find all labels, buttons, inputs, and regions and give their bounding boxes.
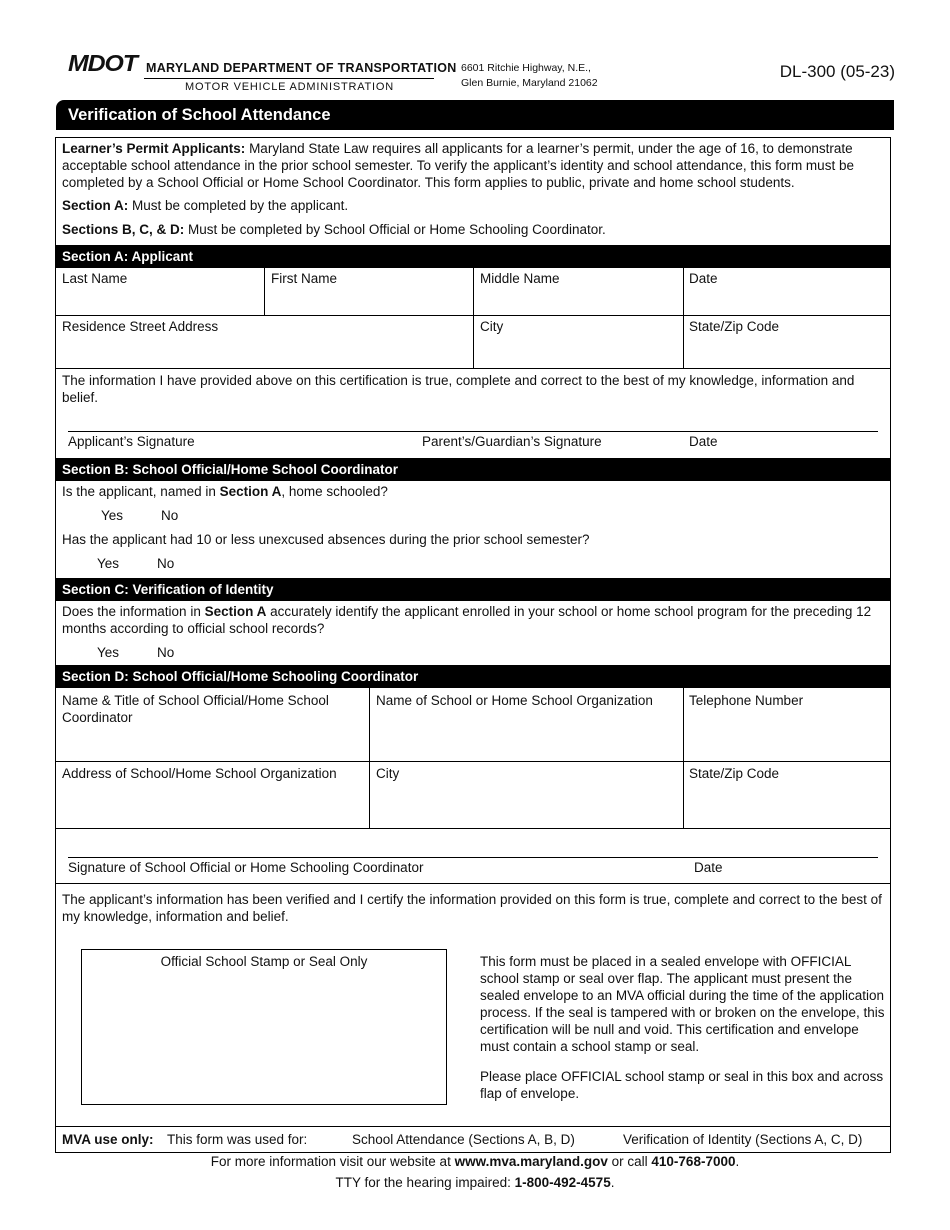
stamp-label: Official School Stamp or Seal Only <box>160 954 368 969</box>
identity-question <box>62 603 888 637</box>
department-name: MARYLAND DEPARTMENT OF TRANSPORTATION <box>146 61 457 75</box>
divider <box>56 761 891 762</box>
identity-no-option[interactable]: No <box>157 645 175 660</box>
divider <box>264 268 265 316</box>
administration-name: MOTOR VEHICLE ADMINISTRATION <box>185 81 395 93</box>
section-b-heading: Section B: School Official/Home School Coordinator <box>56 458 891 481</box>
signature-line[interactable] <box>68 431 878 432</box>
divider <box>369 688 370 829</box>
school-name-field[interactable]: Name of School or Home School Organization <box>376 693 653 708</box>
envelope-notice <box>480 953 890 1115</box>
form-title: Verification of School Attendance <box>56 100 894 130</box>
signature-date-label: Date <box>689 434 718 449</box>
tty-number[interactable]: 1-800-492-4575 <box>514 1175 611 1190</box>
identity-q-text-end: accurately identify the applicant enrolled in your school or home school program for the preceding 12 months according to official school records? <box>62 604 872 636</box>
section-a-note-text: Must be completed by the applicant. <box>128 198 349 213</box>
applicant-certification: The information I have provided above on this certification is true, complete and correct to the best of my knowledge, information and belief. <box>62 373 855 405</box>
home-schooled-no-option[interactable]: No <box>161 508 179 523</box>
address-line-1: 6601 Ritchie Highway, N.E., <box>461 62 591 74</box>
sections-bcd-note-text: Must be completed by School Official or Home Schooling Coordinator. <box>184 222 606 237</box>
official-signature-date-label: Date <box>694 860 723 875</box>
street-address-field[interactable]: Residence Street Address <box>62 319 219 334</box>
logo-wordmark: MDOT <box>68 50 137 76</box>
last-name-field[interactable]: Last Name <box>62 271 128 286</box>
q1-text-end: , home schooled? <box>281 484 388 499</box>
applicant-signature-label: Applicant’s Signature <box>68 434 195 449</box>
q1-text: Is the applicant, named in <box>62 484 220 499</box>
home-schooled-yes-option[interactable]: Yes <box>101 508 124 523</box>
sections-bcd-note-bold: Sections B, C, & D: <box>62 222 185 237</box>
website-link[interactable]: www.mva.maryland.gov <box>454 1154 608 1169</box>
intro-lead-bold: Learner’s Permit Applicants: <box>62 141 246 156</box>
divider <box>56 315 891 316</box>
stamp-box[interactable] <box>81 949 447 1105</box>
divider <box>473 268 474 369</box>
notice-paragraph-2: Please place OFFICIAL school stamp or seal in this box and across flap of envelope. <box>480 1069 884 1101</box>
date-field[interactable]: Date <box>689 271 718 286</box>
city-field[interactable]: City <box>480 319 504 334</box>
footer-text: . <box>610 1175 615 1190</box>
intro-lead-text: Maryland State Law requires all applicants for a learner’s permit, under the age of 16, to demonstrate acceptable school attendance in the prior school semester. To verify the applicant’s identity and school attendance, this form must be completed by a School Official or Home School Coordinator. This form applies to public, private and home school students. <box>62 141 854 190</box>
sections-bcd-note <box>62 221 606 238</box>
footer-text: For more information visit our website at <box>210 1154 455 1169</box>
school-state-zip-field[interactable]: State/Zip Code <box>689 766 780 781</box>
school-city-field[interactable]: City <box>376 766 400 781</box>
absences-no-option[interactable]: No <box>157 556 175 571</box>
middle-name-field[interactable]: Middle Name <box>480 271 560 286</box>
intro-paragraph <box>62 140 888 191</box>
divider <box>56 883 891 884</box>
official-signature-line[interactable] <box>68 857 878 858</box>
section-d-heading: Section D: School Official/Home Schooling Coordinator <box>56 665 891 688</box>
mdot-logo <box>68 50 457 98</box>
footer-text: . <box>735 1154 740 1169</box>
address-line-2: Glen Burnie, Maryland 21062 <box>461 77 598 89</box>
q1-bold: Section A <box>219 484 282 499</box>
guardian-signature-label: Parent’s/Guardian’s Signature <box>422 434 602 449</box>
identity-yes-option[interactable]: Yes <box>97 645 120 660</box>
notice-paragraph-1: This form must be placed in a sealed envelope with OFFICIAL school stamp or seal over flap. The applicant must present the sealed envelope to an MVA official during the time of the application process. If the seal is tampered with or broken on the envelope, this certification will be null and void. This certification and envelope must contain a school stamp or seal. <box>480 954 885 1054</box>
section-a-note-bold: Section A: <box>62 198 129 213</box>
divider <box>56 368 891 369</box>
mva-used-for: This form was used for: <box>167 1132 308 1147</box>
divider <box>683 688 684 829</box>
section-a-heading: Section A: Applicant <box>56 245 891 268</box>
verification-identity-option[interactable]: Verification of Identity (Sections A, C, D) <box>623 1132 863 1147</box>
home-schooled-question <box>62 483 388 500</box>
absences-yes-option[interactable]: Yes <box>97 556 120 571</box>
footer-contact <box>0 1154 950 1169</box>
official-signature-label: Signature of School Official or Home Schooling Coordinator <box>68 860 424 875</box>
school-attendance-option[interactable]: School Attendance (Sections A, B, D) <box>352 1132 575 1147</box>
official-certification: The applicant’s information has been verified and I certify the information provided on this form is true, complete and correct to the best of my knowledge, information and belief. <box>62 892 882 924</box>
telephone-field[interactable]: Telephone Number <box>689 693 804 708</box>
identity-q-text: Does the information in <box>62 604 205 619</box>
phone-number[interactable]: 410-768-7000 <box>651 1154 736 1169</box>
absences-question: Has the applicant had 10 or less unexcused absences during the prior school semester? <box>62 532 590 547</box>
first-name-field[interactable]: First Name <box>271 271 338 286</box>
official-name-field[interactable]: Name & Title of School Official/Home School Coordinator <box>62 693 329 725</box>
divider <box>56 828 891 829</box>
section-a-note <box>62 197 348 214</box>
footer-tty <box>0 1175 950 1190</box>
mva-use-label: MVA use only: <box>62 1132 154 1147</box>
footer-text: TTY for the hearing impaired: <box>335 1175 515 1190</box>
form-number: DL-300 (05-23) <box>779 62 895 81</box>
section-c-heading: Section C: Verification of Identity <box>56 578 891 601</box>
agency-address <box>461 61 598 91</box>
state-zip-field[interactable]: State/Zip Code <box>689 319 780 334</box>
logo-rule <box>144 78 434 79</box>
footer-text: or call <box>607 1154 652 1169</box>
divider <box>56 1126 891 1127</box>
school-address-field[interactable]: Address of School/Home School Organization <box>62 766 337 781</box>
identity-q-bold: Section A <box>204 604 267 619</box>
divider <box>683 268 684 369</box>
